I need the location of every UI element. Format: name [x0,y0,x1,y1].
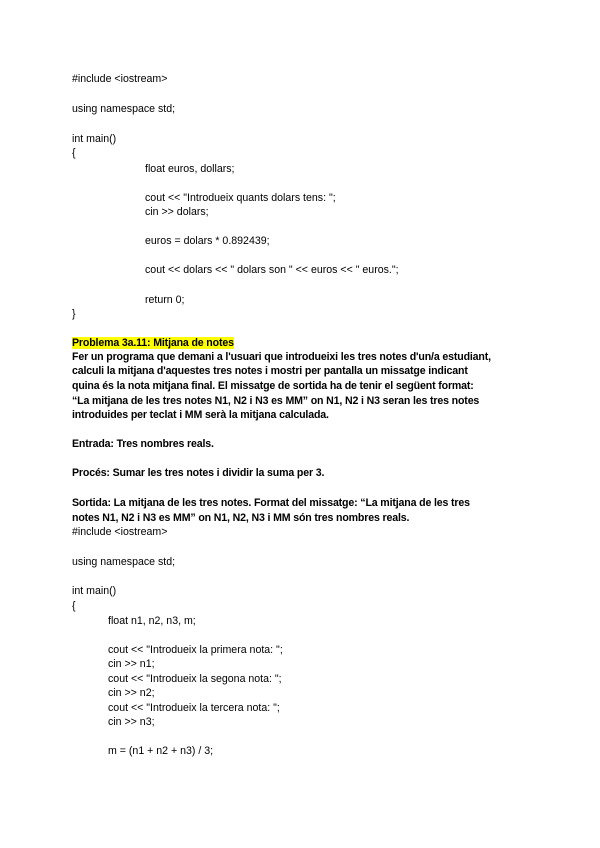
code2-cin-third: cin >> n3; [108,716,155,728]
problem-title: Problema 3a.11: Mitjana de notes [72,337,234,349]
code-cout: cout << "Introdueix quants dolars tens: "; [145,192,336,204]
code2-main: int main() [72,585,117,597]
problem-desc-line: calculi la mitjana d'aquestes tres notes i mostri per pantalla un missatge indicant [72,365,468,377]
code-include: #include <iostream> [72,73,168,85]
code2-include: #include <iostream> [72,526,168,538]
code-close-brace: } [72,308,76,320]
code-declaration: float euros, dollars; [145,163,235,175]
problem-desc-line: quina és la nota mitjana final. El missatge de sortida ha de tenir el següent format: [72,380,474,392]
code-open-brace: { [72,147,76,159]
code-using: using namespace std; [72,103,176,115]
problem-sortida-line: Sortida: La mitjana de les tres notes. Format del missatge: “La mitjana de les tres [72,497,470,509]
code-calculation: euros = dolars * 0.892439; [145,235,270,247]
code2-open-brace: { [72,600,76,612]
code2-cin-second: cin >> n2; [108,687,155,699]
problem-entrada: Entrada: Tres nombres reals. [72,438,214,450]
code2-using: using namespace std; [72,556,176,568]
code-cin: cin >> dolars; [145,206,209,218]
code-cout-result: cout << dolars << " dolars son " << euros << " euros."; [145,264,399,276]
code2-cout-first: cout << "Introdueix la primera nota: "; [108,644,283,656]
problem-desc-line: introduides per teclat i MM serà la mitjana calculada. [72,409,329,421]
problem-sortida-line: notes N1, N2 i N3 es MM” on N1, N2, N3 i MM són tres nombres reals. [72,512,410,524]
problem-proces: Procés: Sumar les tres notes i dividir la suma per 3. [72,467,325,479]
code2-cout-second: cout << "Introdueix la segona nota: "; [108,673,282,685]
code-main: int main() [72,133,117,145]
code2-calculation: m = (n1 + n2 + n3) / 3; [108,745,214,757]
code2-cin-first: cin >> n1; [108,658,155,670]
code2-cout-third: cout << "Introdueix la tercera nota: "; [108,702,280,714]
problem-desc-line: “La mitjana de les tres notes N1, N2 i N3 es MM” on N1, N2 i N3 seran les tres notes [72,395,480,407]
problem-desc-line: Fer un programa que demani a l'usuari que introdueixi les tres notes d'un/a estudiant, [72,351,491,363]
code-return: return 0; [145,294,185,306]
code2-declaration: float n1, n2, n3, m; [108,615,196,627]
